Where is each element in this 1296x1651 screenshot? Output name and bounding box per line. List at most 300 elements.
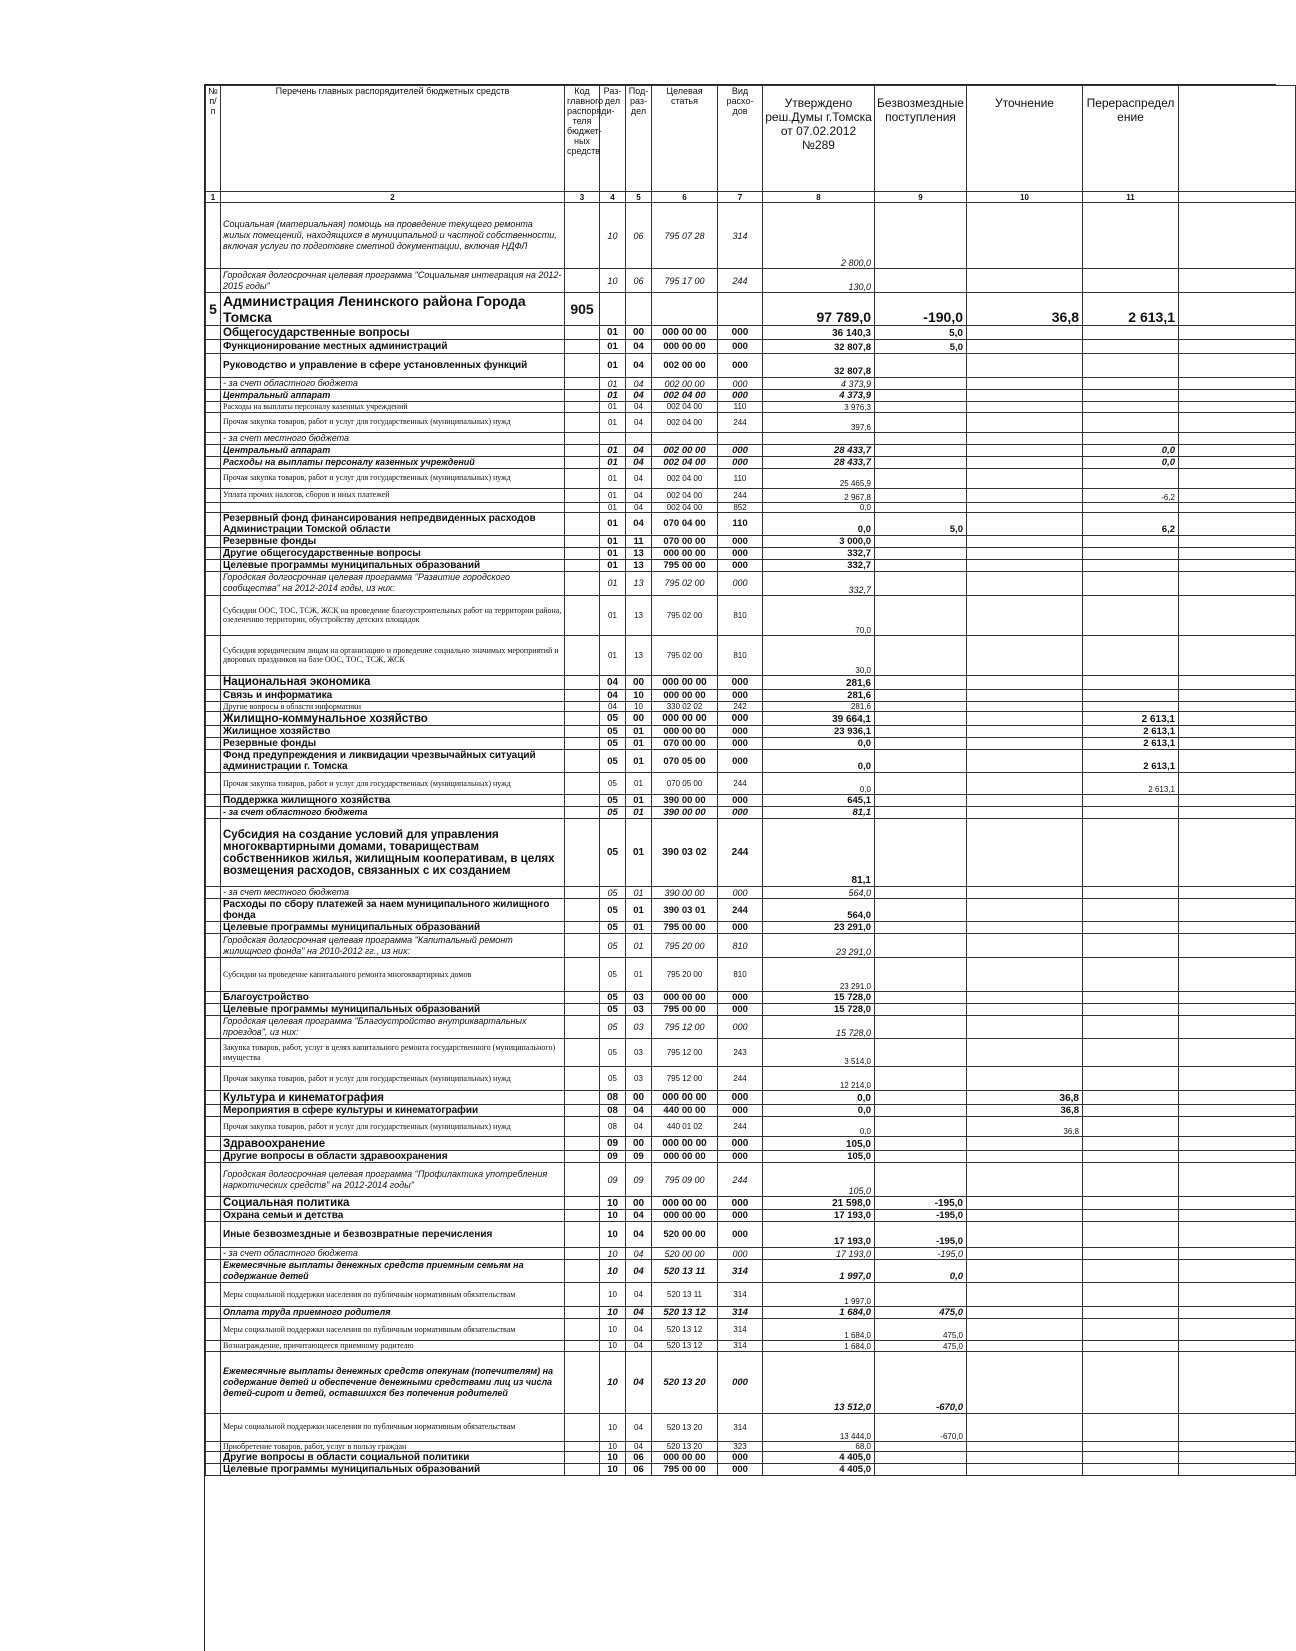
cell-vr: 000 (718, 444, 763, 456)
cell-approved: 3 514,0 (763, 1039, 875, 1067)
cell-pr: 04 (626, 488, 652, 502)
cell-num (206, 773, 221, 795)
cell-free (875, 1091, 967, 1105)
table-row (206, 773, 1296, 795)
cell-vr: 244 (718, 1163, 763, 1197)
cell-clarif (967, 1341, 1083, 1352)
cell-clarif (967, 992, 1083, 1004)
cell-extra (1179, 502, 1296, 512)
cell-redistr (1083, 887, 1179, 899)
cell-csr: 795 09 00 (652, 1163, 718, 1197)
cell-rz: 01 (600, 571, 626, 595)
cell-extra (1179, 488, 1296, 502)
table-row (206, 1441, 1296, 1452)
cell-free (875, 1067, 967, 1091)
cell-clarif (967, 701, 1083, 712)
cell-redistr: 0,0 (1083, 444, 1179, 456)
table-row (206, 354, 1296, 378)
column-number: 9 (875, 192, 967, 203)
cell-name: Фонд предупреждения и ликвидации чрезвычайных ситуаций администрации г. Томска (221, 750, 565, 773)
cell-gr (565, 1351, 600, 1413)
cell-csr: 000 00 00 (652, 1197, 718, 1210)
cell-num (206, 958, 221, 992)
cell-vr: 000 (718, 675, 763, 689)
cell-vr: 000 (718, 738, 763, 750)
cell-redistr (1083, 1222, 1179, 1248)
cell-name: Субсидия юридическим лицам на организацию и проведение социально значимых мероприятий и дворовых праздников на базе ООС, ТОС, ТСЖ, ЖСК (221, 635, 565, 675)
cell-vr: 000 (718, 750, 763, 773)
cell-redistr: 6,2 (1083, 512, 1179, 535)
cell-vr: 000 (718, 1091, 763, 1105)
cell-extra (1179, 1351, 1296, 1413)
column-number: 5 (626, 192, 652, 203)
table-row (206, 1039, 1296, 1067)
cell-pr: 13 (626, 635, 652, 675)
cell-clarif (967, 922, 1083, 934)
cell-vr: 000 (718, 571, 763, 595)
cell-extra (1179, 887, 1296, 899)
cell-pr: 00 (626, 1197, 652, 1210)
cell-name: - за счет областного бюджета (221, 807, 565, 819)
cell-num (206, 402, 221, 413)
cell-clarif (967, 1197, 1083, 1210)
cell-pr: 01 (626, 807, 652, 819)
cell-name: Поддержка жилищного хозяйства (221, 795, 565, 807)
cell-rz: 04 (600, 701, 626, 712)
budget-table (205, 85, 1296, 1476)
cell-redistr (1083, 1137, 1179, 1151)
cell-free (875, 547, 967, 559)
cell-free: -190,0 (875, 293, 967, 326)
cell-approved: 13 444,0 (763, 1413, 875, 1441)
cell-approved: 68,0 (763, 1441, 875, 1452)
cell-clarif (967, 402, 1083, 413)
cell-approved: 1 684,0 (763, 1319, 875, 1341)
cell-name: Центральный аппарат (221, 444, 565, 456)
table-body (206, 203, 1296, 1476)
cell-redistr (1083, 1441, 1179, 1452)
cell-pr: 13 (626, 571, 652, 595)
cell-free (875, 203, 967, 269)
cell-gr (565, 1039, 600, 1067)
cell-extra (1179, 412, 1296, 432)
cell-approved: 0,0 (763, 1117, 875, 1137)
cell-approved: 332,7 (763, 571, 875, 595)
cell-redistr (1083, 502, 1179, 512)
cell-clarif (967, 1307, 1083, 1319)
cell-rz: 10 (600, 1197, 626, 1210)
cell-num (206, 1283, 221, 1307)
cell-free (875, 595, 967, 635)
cell-vr: 244 (718, 899, 763, 922)
cell-name: Прочая закупка товаров, работ и услуг для государственных (муниципальных) нужд (221, 1067, 565, 1091)
cell-free (875, 701, 967, 712)
cell-redistr: 2 613,1 (1083, 750, 1179, 773)
cell-clarif (967, 444, 1083, 456)
cell-pr: 04 (626, 1307, 652, 1319)
cell-gr (565, 635, 600, 675)
cell-free: -195,0 (875, 1222, 967, 1248)
cell-gr (565, 934, 600, 958)
cell-clarif (967, 595, 1083, 635)
table-row (206, 819, 1296, 887)
column-number: 7 (718, 192, 763, 203)
cell-redistr (1083, 1307, 1179, 1319)
cell-redistr (1083, 1091, 1179, 1105)
cell-name: Прочая закупка товаров, работ и услуг для государственных (муниципальных) нужд (221, 412, 565, 432)
cell-approved: 645,1 (763, 795, 875, 807)
cell-csr: 795 00 00 (652, 559, 718, 571)
cell-pr: 03 (626, 992, 652, 1004)
cell-redistr (1083, 390, 1179, 402)
cell-approved: 0,0 (763, 750, 875, 773)
cell-rz: 01 (600, 502, 626, 512)
cell-name: Городская долгосрочная целевая программа "Развитие городского сообщества" на 2012-2014 годы, из них: (221, 571, 565, 595)
cell-gr (565, 1105, 600, 1117)
cell-extra (1179, 1163, 1296, 1197)
cell-free (875, 1016, 967, 1039)
cell-csr: 000 00 00 (652, 340, 718, 354)
table-row (206, 1248, 1296, 1260)
cell-clarif (967, 535, 1083, 547)
cell-vr: 314 (718, 1307, 763, 1319)
cell-rz: 08 (600, 1091, 626, 1105)
cell-csr: 795 00 00 (652, 1004, 718, 1016)
table-row (206, 1091, 1296, 1105)
cell-vr: 810 (718, 958, 763, 992)
cell-approved: 3 000,0 (763, 535, 875, 547)
cell-csr: 520 13 20 (652, 1413, 718, 1441)
cell-extra (1179, 378, 1296, 390)
cell-pr: 04 (626, 502, 652, 512)
cell-pr: 00 (626, 1137, 652, 1151)
cell-csr: 520 13 12 (652, 1341, 718, 1352)
cell-num (206, 934, 221, 958)
cell-pr: 01 (626, 819, 652, 887)
cell-extra (1179, 1441, 1296, 1452)
cell-csr: 795 12 00 (652, 1039, 718, 1067)
cell-vr: 000 (718, 1464, 763, 1476)
cell-free: 5,0 (875, 326, 967, 340)
cell-pr: 04 (626, 1319, 652, 1341)
cell-rz: 05 (600, 738, 626, 750)
cell-csr: 795 00 00 (652, 1464, 718, 1476)
cell-clarif (967, 887, 1083, 899)
cell-csr: 000 00 00 (652, 689, 718, 701)
cell-redistr (1083, 547, 1179, 559)
cell-vr: 000 (718, 390, 763, 402)
cell-free (875, 750, 967, 773)
cell-extra (1179, 1117, 1296, 1137)
cell-redistr (1083, 899, 1179, 922)
cell-num (206, 269, 221, 293)
cell-approved: 2 800,0 (763, 203, 875, 269)
cell-free (875, 675, 967, 689)
cell-free (875, 571, 967, 595)
table-row (206, 750, 1296, 773)
cell-csr: 390 00 00 (652, 807, 718, 819)
cell-csr: 002 04 00 (652, 456, 718, 468)
cell-name: Связь и информатика (221, 689, 565, 701)
cell-num (206, 340, 221, 354)
cell-free (875, 456, 967, 468)
cell-gr (565, 444, 600, 456)
cell-redistr (1083, 203, 1179, 269)
cell-clarif (967, 1137, 1083, 1151)
cell-redistr (1083, 402, 1179, 413)
cell-extra (1179, 1151, 1296, 1163)
table-row (206, 807, 1296, 819)
cell-gr (565, 1004, 600, 1016)
cell-approved: 2 967,8 (763, 488, 875, 502)
table-row (206, 1117, 1296, 1137)
table-row (206, 571, 1296, 595)
cell-clarif (967, 1351, 1083, 1413)
cell-extra (1179, 326, 1296, 340)
table-row (206, 502, 1296, 512)
cell-csr: 000 00 00 (652, 675, 718, 689)
cell-rz: 01 (600, 412, 626, 432)
cell-num (206, 456, 221, 468)
cell-rz (600, 432, 626, 444)
cell-gr (565, 1341, 600, 1352)
cell-name: Целевые программы муниципальных образований (221, 559, 565, 571)
cell-vr: 000 (718, 559, 763, 571)
table-row (206, 293, 1296, 326)
cell-gr (565, 488, 600, 502)
cell-extra (1179, 444, 1296, 456)
header-approved: Утверждено реш.Думы г.Томска от 07.02.2012 №289 (763, 86, 875, 192)
cell-redistr (1083, 468, 1179, 488)
cell-extra (1179, 1222, 1296, 1248)
cell-vr: 244 (718, 1117, 763, 1137)
cell-vr: 000 (718, 1351, 763, 1413)
cell-vr: 000 (718, 456, 763, 468)
cell-extra (1179, 1039, 1296, 1067)
header-vr: Вид расхо-дов (718, 86, 763, 192)
cell-num (206, 635, 221, 675)
table-row (206, 1222, 1296, 1248)
cell-redistr (1083, 535, 1179, 547)
cell-clarif (967, 1163, 1083, 1197)
table-row (206, 1151, 1296, 1163)
cell-approved: 105,0 (763, 1151, 875, 1163)
cell-num (206, 354, 221, 378)
table-row (206, 1016, 1296, 1039)
cell-vr: 000 (718, 807, 763, 819)
cell-approved: 12 214,0 (763, 1067, 875, 1091)
cell-free (875, 269, 967, 293)
cell-extra (1179, 934, 1296, 958)
cell-vr: 110 (718, 402, 763, 413)
cell-redistr (1083, 795, 1179, 807)
cell-gr (565, 1117, 600, 1137)
cell-approved: 1 997,0 (763, 1283, 875, 1307)
cell-csr: 330 02 02 (652, 701, 718, 712)
cell-rz: 05 (600, 726, 626, 738)
cell-name: Городская долгосрочная целевая программа "Социальная интеграция на 2012-2015 годы" (221, 269, 565, 293)
column-number (1179, 192, 1296, 203)
cell-approved: 0,0 (763, 1105, 875, 1117)
table-row (206, 1283, 1296, 1307)
cell-rz: 01 (600, 340, 626, 354)
table-row (206, 402, 1296, 413)
cell-approved: 30,0 (763, 635, 875, 675)
cell-rz: 01 (600, 456, 626, 468)
cell-num (206, 1222, 221, 1248)
cell-num (206, 1351, 221, 1413)
cell-redistr (1083, 1210, 1179, 1222)
cell-rz: 05 (600, 887, 626, 899)
cell-redistr: 2 613,1 (1083, 773, 1179, 795)
cell-approved: 15 728,0 (763, 1016, 875, 1039)
cell-approved: 32 807,8 (763, 354, 875, 378)
cell-csr: 440 01 02 (652, 1117, 718, 1137)
cell-pr: 00 (626, 1091, 652, 1105)
cell-csr: 390 00 00 (652, 887, 718, 899)
cell-vr: 000 (718, 1222, 763, 1248)
table-row (206, 1004, 1296, 1016)
cell-pr: 09 (626, 1151, 652, 1163)
cell-extra (1179, 958, 1296, 992)
header-row (206, 86, 1296, 192)
cell-pr: 03 (626, 1039, 652, 1067)
cell-vr: 810 (718, 635, 763, 675)
cell-gr (565, 559, 600, 571)
cell-name: Расходы на выплаты персоналу казенных учреждений (221, 456, 565, 468)
cell-name: Благоустройство (221, 992, 565, 1004)
cell-extra (1179, 293, 1296, 326)
table-row (206, 635, 1296, 675)
cell-csr: 070 05 00 (652, 750, 718, 773)
cell-vr: 110 (718, 468, 763, 488)
cell-vr: 243 (718, 1039, 763, 1067)
cell-num (206, 738, 221, 750)
cell-approved: 25 465,9 (763, 468, 875, 488)
cell-approved: 0,0 (763, 773, 875, 795)
cell-extra (1179, 1341, 1296, 1352)
cell-rz: 08 (600, 1117, 626, 1137)
cell-pr: 10 (626, 701, 652, 712)
cell-gr (565, 412, 600, 432)
cell-rz: 01 (600, 488, 626, 502)
cell-vr (718, 432, 763, 444)
cell-approved: 397,6 (763, 412, 875, 432)
cell-rz: 05 (600, 807, 626, 819)
cell-redistr (1083, 1319, 1179, 1341)
cell-extra (1179, 571, 1296, 595)
cell-num (206, 992, 221, 1004)
cell-csr: 520 13 20 (652, 1441, 718, 1452)
cell-free (875, 899, 967, 922)
cell-gr (565, 535, 600, 547)
cell-free (875, 1137, 967, 1151)
table-row (206, 559, 1296, 571)
cell-vr: 314 (718, 1341, 763, 1352)
cell-gr (565, 1464, 600, 1476)
cell-vr: 000 (718, 340, 763, 354)
cell-rz: 01 (600, 535, 626, 547)
cell-csr: 520 13 12 (652, 1319, 718, 1341)
cell-num (206, 1197, 221, 1210)
cell-num (206, 1260, 221, 1283)
cell-vr: 323 (718, 1441, 763, 1452)
cell-rz: 01 (600, 378, 626, 390)
cell-vr: 000 (718, 689, 763, 701)
cell-redistr (1083, 689, 1179, 701)
cell-pr: 13 (626, 559, 652, 571)
table-row (206, 1319, 1296, 1341)
cell-approved: 1 684,0 (763, 1341, 875, 1352)
header-name: Перечень главных распорядителей бюджетных средств (221, 86, 565, 192)
cell-csr: 795 02 00 (652, 635, 718, 675)
cell-pr: 01 (626, 738, 652, 750)
cell-redistr (1083, 1067, 1179, 1091)
table-row (206, 899, 1296, 922)
cell-gr (565, 402, 600, 413)
cell-gr (565, 269, 600, 293)
cell-rz: 01 (600, 444, 626, 456)
cell-rz: 05 (600, 922, 626, 934)
column-number: 10 (967, 192, 1083, 203)
cell-num: 5 (206, 293, 221, 326)
cell-extra (1179, 807, 1296, 819)
cell-vr: 000 (718, 1248, 763, 1260)
cell-free (875, 1039, 967, 1067)
cell-approved: 28 433,7 (763, 456, 875, 468)
cell-free (875, 992, 967, 1004)
cell-gr (565, 1163, 600, 1197)
cell-csr: 000 00 00 (652, 547, 718, 559)
cell-vr: 314 (718, 1413, 763, 1441)
cell-free (875, 1117, 967, 1137)
cell-pr: 04 (626, 1117, 652, 1137)
cell-approved: 4 373,9 (763, 390, 875, 402)
cell-name: Субсидия на создание условий для управления многоквартирными домами, товариществам собственников жилья, жилищным кооперативам, в целях возмещения расходов, связанных с их созданием (221, 819, 565, 887)
cell-gr (565, 773, 600, 795)
cell-gr (565, 1260, 600, 1283)
cell-approved (763, 432, 875, 444)
cell-rz: 10 (600, 1248, 626, 1260)
cell-redistr (1083, 819, 1179, 887)
cell-csr: 520 13 12 (652, 1307, 718, 1319)
table-row (206, 712, 1296, 726)
cell-extra (1179, 922, 1296, 934)
cell-pr: 01 (626, 922, 652, 934)
cell-gr (565, 795, 600, 807)
cell-vr: 244 (718, 269, 763, 293)
table-row (206, 887, 1296, 899)
header-clarif: Уточнение (967, 86, 1083, 192)
cell-pr: 00 (626, 326, 652, 340)
cell-gr (565, 340, 600, 354)
cell-vr: 000 (718, 992, 763, 1004)
cell-free (875, 468, 967, 488)
cell-approved: 1 997,0 (763, 1260, 875, 1283)
header-free: Безвозмездные поступления (875, 86, 967, 192)
header-gr: Код главного распоряди-теля бюджет-ных средств (565, 86, 600, 192)
cell-extra (1179, 635, 1296, 675)
column-number: 1 (206, 192, 221, 203)
cell-clarif (967, 1222, 1083, 1248)
cell-name: Ежемесячные выплаты денежных средств опекунам (попечителям) на содержание детей и обеспечение денежными средствами лиц из числа детей-сирот и детей, оставшихся без попечения родителей (221, 1351, 565, 1413)
cell-gr (565, 1067, 600, 1091)
cell-name: Администрация Ленинского района Города Томска (221, 293, 565, 326)
cell-clarif (967, 502, 1083, 512)
cell-num (206, 412, 221, 432)
cell-free: -670,0 (875, 1413, 967, 1441)
cell-vr: 314 (718, 1260, 763, 1283)
